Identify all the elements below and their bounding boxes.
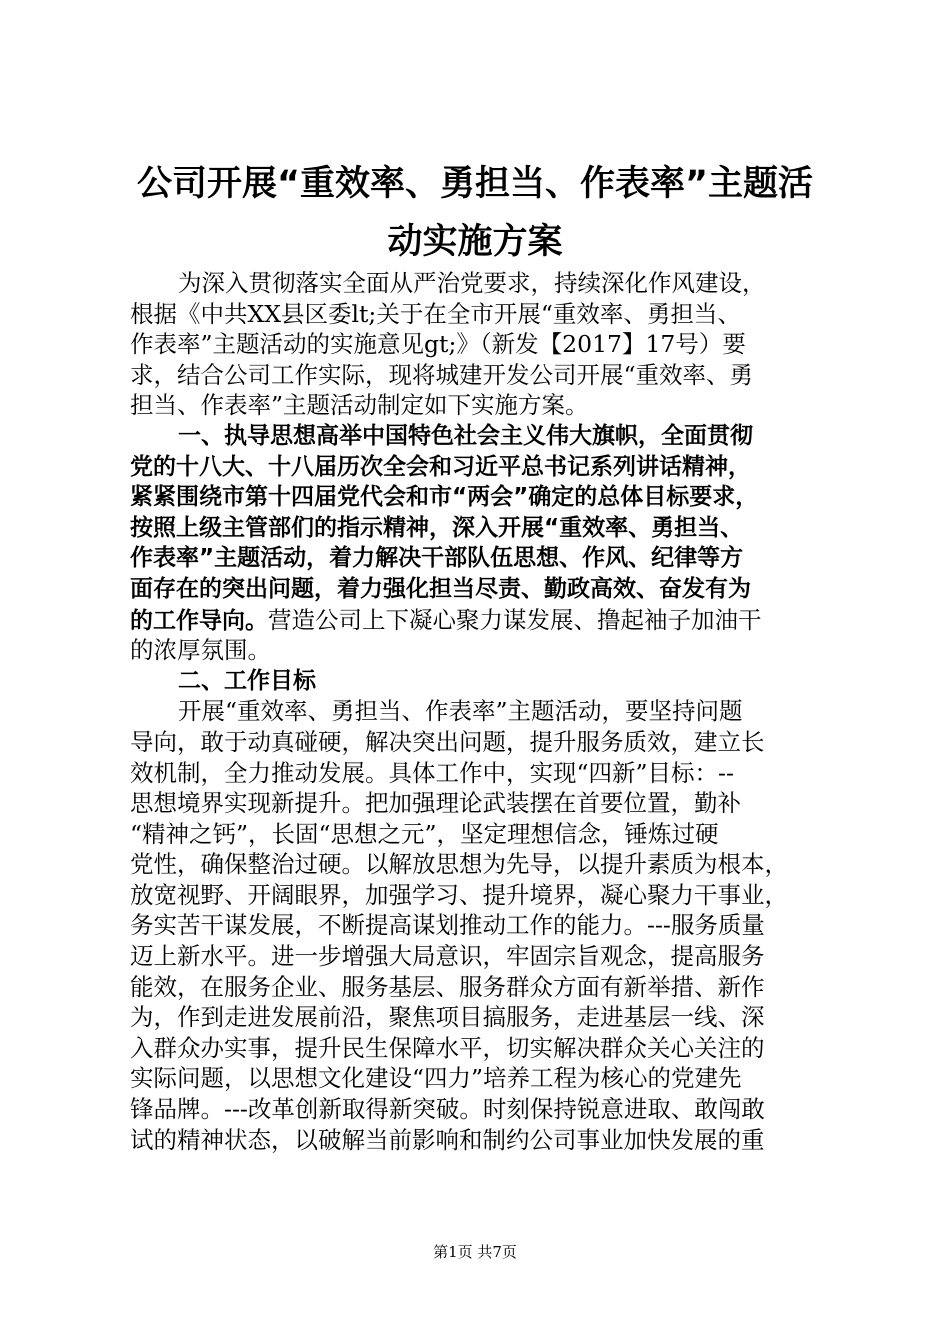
- body-line: 党的十八大、十八届历次全会和习近平总书记系列讲话精神，: [130, 453, 751, 480]
- body-line: 锋品牌。---改革创新取得新突破。时刻保持锐意进取、敢闯敢: [130, 1095, 765, 1124]
- body-line: 根据《中共XX县区委lt;关于在全市开展“重效率、勇担当、: [130, 299, 741, 328]
- body-line: [130, 605, 830, 636]
- body-line: 能效，在服务企业、服务基层、服务群众方面有新举措、新作: [130, 972, 765, 1001]
- body-line: 一、执导思想高举中国特色社会主义伟大旗帜，全面贯彻: [178, 422, 753, 449]
- title-line-2: 动实施方案: [387, 222, 563, 262]
- body-line: 导向，敢于动真碰硬，解决突出问题，提升服务质效，建立长: [130, 727, 765, 756]
- body-line: 的浓厚氛围。: [130, 636, 271, 665]
- body-line: 开展“重效率、勇担当、作表率”主题活动，要坚持问题: [178, 697, 743, 726]
- body-line: 迈上新水平。进一步增强大局意识，牢固宗旨观念，提高服务: [130, 942, 765, 971]
- body-line: 求，结合公司工作实际，现将城建开发公司开展“重效率、勇: [130, 360, 754, 389]
- body-line: 试的精神状态，以破解当前影响和制约公司事业加快发展的重: [130, 1125, 765, 1154]
- plain-run: 营造公司上下凝心聚力谋发展、撸起袖子加油干: [268, 605, 762, 634]
- body-line: 紧紧围绕市第十四届党代会和市“两会”确定的总体目标要求，: [130, 484, 759, 511]
- body-line: 效机制，全力推动发展。具体工作中，实现“四新”目标：--: [130, 758, 734, 787]
- body-line: 党性，确保整治过硬。以解放思想为先导，以提升素质为根本，: [130, 850, 788, 879]
- body-line: 放宽视野、开阔眼界，加强学习、提升境界，凝心聚力干事业，: [130, 880, 788, 909]
- body-line: 思想境界实现新提升。把加强理论武装摆在首要位置，勤补: [130, 789, 741, 818]
- body-line: 作表率”主题活动的实施意见gt;》（新发【2017】17号）要: [130, 330, 746, 359]
- body-line: 为深入贯彻落实全面从严治党要求，持续深化作风建设，: [178, 269, 766, 297]
- body-line: 二、工作目标: [178, 667, 316, 694]
- body-line: 作表率”主题活动，着力解决干部队伍思想、作风、纪律等方: [130, 545, 744, 572]
- title-line-1: 公司开展“重效率、勇担当、作表率”主题活: [136, 164, 813, 204]
- document-body: [130, 268, 830, 1155]
- bold-run: 的工作导向。: [130, 607, 268, 634]
- body-line: 面存在的突出问题，着力强化担当尽责、勤政高效、奋发有为: [130, 575, 751, 602]
- body-line: 按照上级主管部们的指示精神，深入开展“重效率、勇担当、: [130, 514, 744, 541]
- body-line: 担当、作表率”主题活动制定如下实施方案。: [130, 391, 589, 420]
- body-line: 务实苦干谋发展，不断提高谋划推动工作的能力。---服务质量: [130, 911, 765, 940]
- body-line: “精神之钙”，长固“思想之元”，坚定理想信念，锤炼过硬: [130, 819, 719, 848]
- body-line: 实际问题，以思想文化建设“四力”培养工程为核心的党建先: [130, 1064, 742, 1093]
- body-line: 为，作到走进发展前沿，聚焦项目搞服务，走进基层一线、深: [130, 1003, 765, 1032]
- page-footer: 第1页 共7页: [433, 1243, 517, 1261]
- body-line: 入群众办实事，提升民生保障水平，切实解决群众关心关注的: [130, 1033, 765, 1062]
